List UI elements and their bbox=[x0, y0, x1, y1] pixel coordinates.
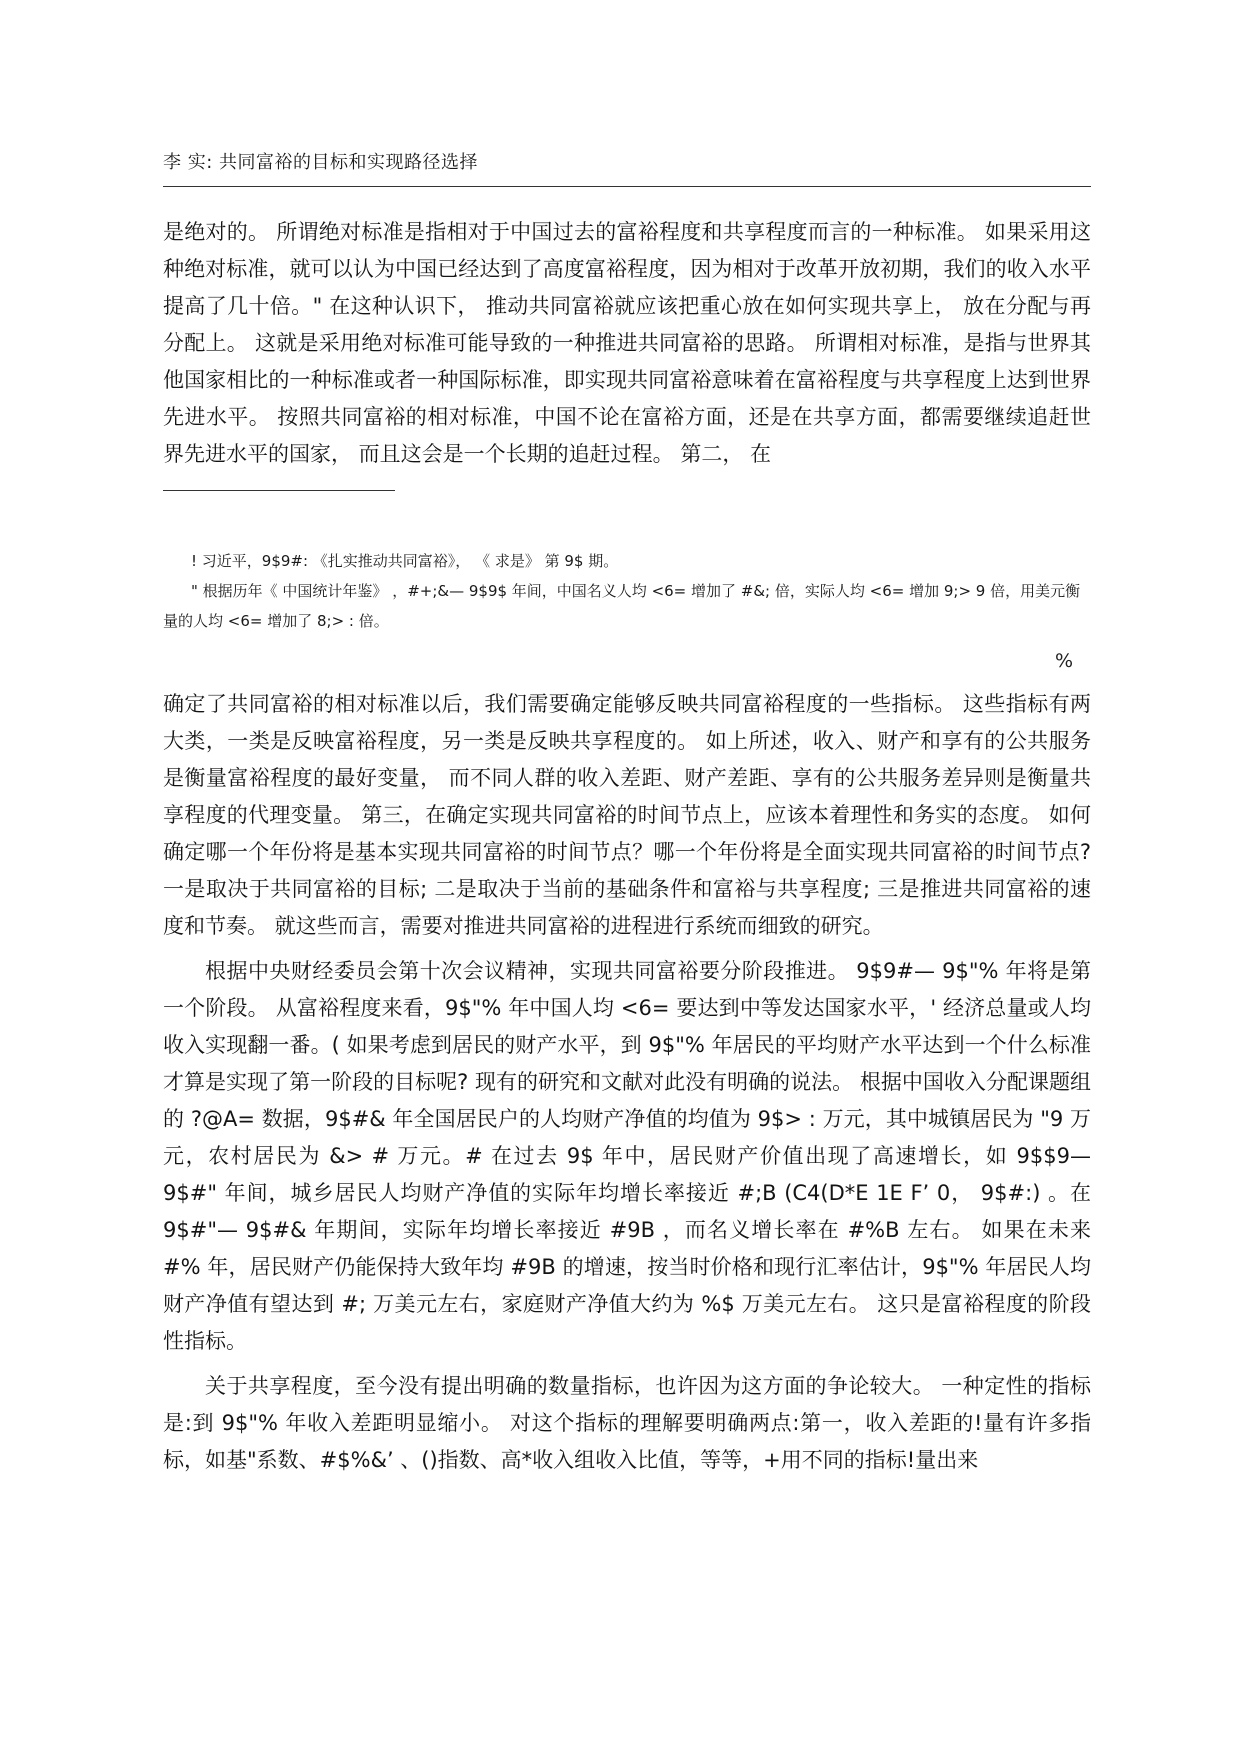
paragraph: 关于共享程度，至今没有提出明确的数量指标，也许因为这方面的争论较大。 一种定性的指标是:到 9$"% 年收入差距明显缩小。 对这个指标的理解要明确两点:第一，收入差距的!量有许多指标，如基"系数、#$%&’ 、()指数、高*收入组收入比值，等等，+用不同的指标!量出来 bbox=[163, 1374, 1091, 1472]
running-title: 李 实: 共同富裕的目标和实现路径选择 bbox=[163, 152, 479, 173]
footnote-rule bbox=[163, 490, 395, 491]
top-body-text bbox=[163, 214, 1091, 481]
page-number: % bbox=[1055, 650, 1074, 672]
footnote-2: " 根据历年《 中国统计年鉴》 ，#+;&— 9$9$ 年间，中国名义人均 <6= 增加了 #&; 倍，实际人均 <6= 增加 9;> 9 倍，用美元衡量的人均 <6= 增加了 8;> : 倍。 bbox=[163, 582, 1081, 630]
footnote-1: ! 习近平，9$9#: 《扎实推动共同富裕》， 《 求是》 第 9$ 期。 bbox=[191, 552, 619, 570]
paragraph: 是绝对的。 所谓绝对标准是指相对于中国过去的富裕程度和共享程度而言的一种标准。 如果采用这种绝对标准，就可以认为中国已经达到了高度富裕程度，因为相对于改革开放初期，我们的收入水平提高了几十倍。" 在这种认识下， 推动共同富裕就应该把重心放在如何实现共享上， 放在分配与再分配上。 这就是采用绝对标准可能导致的一种推进共同富裕的思路。 所谓相对标准，是指与世界其他国家相比的一种标准或者一种国际标准，即实现共同富裕意味着在富裕程度与共享程度上达到世界先进水平。 按照共同富裕的相对标准，中国不论在富裕方面，还是在共享方面，都需要继续追赶世界先进水平的国家， 而且这会是一个长期的追赶过程。 第二， 在 bbox=[163, 220, 1091, 466]
footnotes bbox=[163, 546, 1091, 636]
header-rule bbox=[163, 186, 1091, 187]
paragraph: 确定了共同富裕的相对标准以后，我们需要确定能够反映共同富裕程度的一些指标。 这些指标有两大类，一类是反映富裕程度，另一类是反映共享程度的。 如上所述，收入、财产和享有的公共服务是衡量富裕程度的最好变量， 而不同人群的收入差距、财产差距、享有的公共服务差异则是衡量共享程度的代理变量。 第三，在确定实现共同富裕的时间节点上，应该本着理性和务实的态度。 如何确定哪一个年份将是基本实现共同富裕的时间节点？哪一个年份将是全面实现共同富裕的时间节点? 一是取决于共同富裕的目标; 二是取决于当前的基础条件和富裕与共享程度; 三是推进共同富裕的速度和节奏。 就这些而言，需要对推进共同富裕的进程进行系统而细致的研究。 bbox=[163, 692, 1091, 938]
paragraph: 根据中央财经委员会第十次会议精神，实现共同富裕要分阶段推进。 9$9#— 9$"% 年将是第一个阶段。 从富裕程度来看，9$"% 年中国人均 <6= 要达到中等发达国家水平，' 经济总量或人均收入实现翻一番。( 如果考虑到居民的财产水平，到 9$"% 年居民的平均财产水平达到一个什么标准才算是实现了第一阶段的目标呢? 现有的研究和文献对此没有明确的说法。 根据中国收入分配课题组的 ?@A= 数据，9$#& 年全国居民户的人均财产净值的均值为 9$> : 万元，其中城镇居民为 "9 万元，农村居民为 &> # 万元。# 在过去 9$ 年中，居民财产价值出现了高速增长，如 9$$9— 9$#" 年间，城乡居民人均财产净值的实际年均增长率接近 #;B (C4(D*E 1E F’ 0， 9$#:) 。在 9$#"— 9$#& 年期间，实际年均增长率接近 #9B ，而名义增长率在 #%B 左右。 如果在未来 #% 年，居民财产仍能保持大致年均 #9B 的增速，按当时价格和现行汇率估计，9$"% 年居民人均财产净值有望达到 #; 万美元左右，家庭财产净值大约为 %$ 万美元左右。 这只是富裕程度的阶段性指标。 bbox=[163, 959, 1091, 1353]
main-body-text bbox=[163, 686, 1091, 1487]
